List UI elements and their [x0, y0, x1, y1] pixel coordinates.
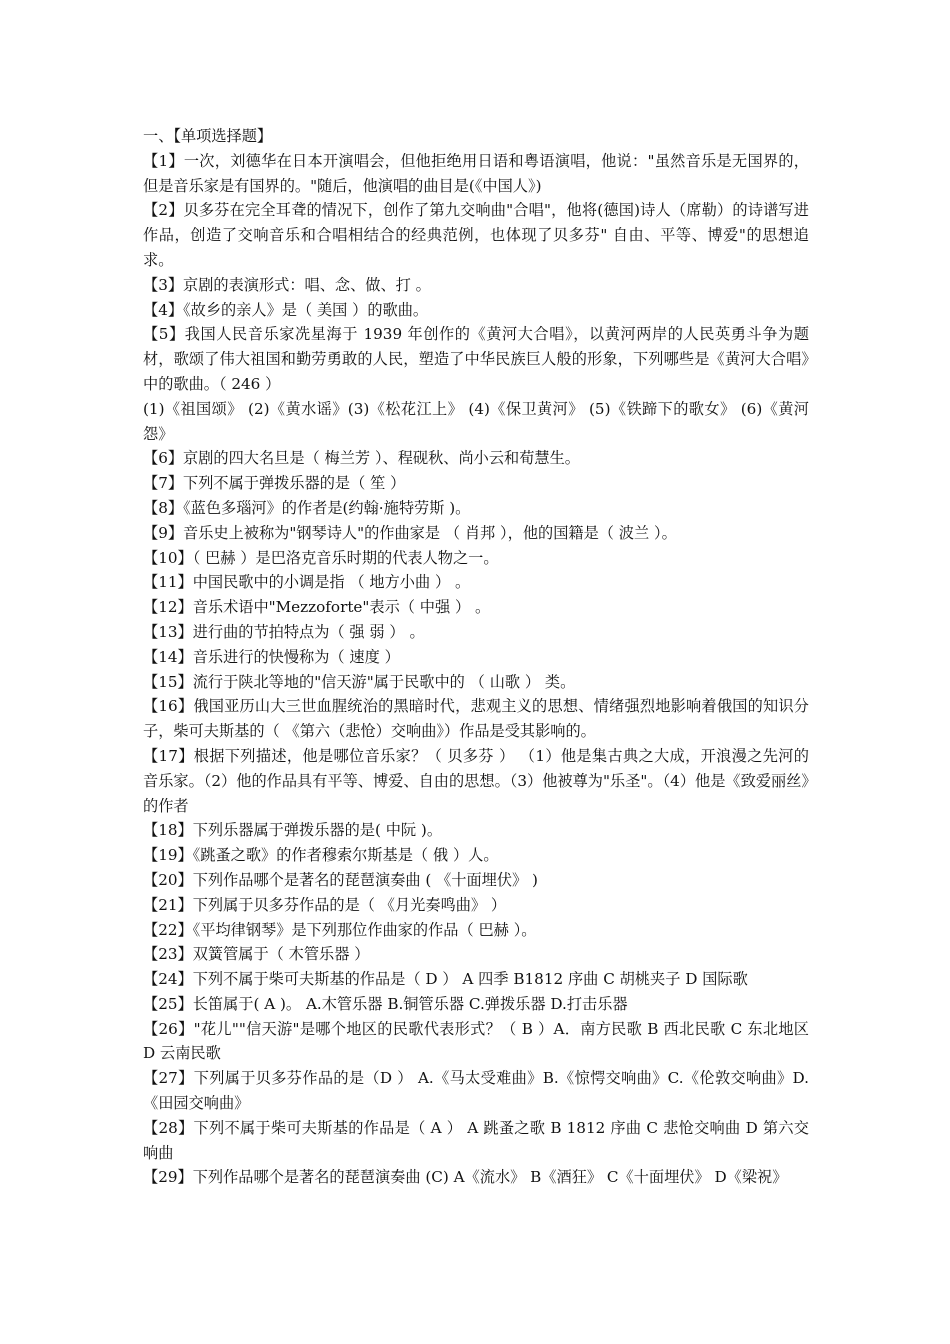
question-item: 【29】下列作品哪个是著名的琵琶演奏曲 (C) A《流水》 B《酒狂》 C《十面埋伏》 D《梁祝》	[143, 1168, 788, 1187]
question-item: 【27】下列属于贝多芬作品的是（D ） A.《马太受难曲》B.《惊愕交响曲》C.《伦敦交响曲》D.《田园交响曲》	[143, 1069, 809, 1113]
question-item: 【26】"花儿""信天游"是哪个地区的民歌代表形式？（ B ）A．南方民歌 B 西北民歌 C 东北地区 D 云南民歌	[143, 1019, 809, 1063]
question-item: 【16】俄国亚历山大三世血腥统治的黑暗时代，悲观主义的思想、情绪强烈地影响着俄国的知识分子，柴可夫斯基的（ 《第六（悲怆）交响曲》）作品是受其影响的。	[143, 697, 809, 741]
question-item: 【12】音乐术语中"Mezzoforte"表示（ 中强 ） 。	[143, 598, 491, 617]
question-item: 【5】我国人民音乐家冼星海于 1939 年创作的《黄河大合唱》，以黄河两岸的人民英勇斗争为题材，歌颂了伟大祖国和勤劳勇敢的人民，塑造了中华民族巨人般的形象，下列哪些是《黄河大合唱》中的歌曲。（ 246 ）	[143, 325, 809, 393]
question-item: 【25】长笛属于( A )。 A.木管乐器 B.铜管乐器 C.弹拨乐器 D.打击乐器	[143, 994, 628, 1013]
section-heading: 一、【单项选择题】	[143, 127, 273, 145]
question-item: 【6】京剧的四大名旦是（ 梅兰芳 ）、程砚秋、尚小云和荀慧生。	[143, 449, 580, 468]
question-item: 【13】进行曲的节拍特点为（ 强 弱 ） 。	[143, 622, 425, 641]
question-item: 【18】下列乐器属于弹拨乐器的是( 中阮 )。	[143, 821, 443, 840]
question-item: 【22】《平均律钢琴》是下列那位作曲家的作品（ 巴赫 ）。	[143, 920, 537, 939]
question-item: 【14】音乐进行的快慢称为（ 速度 ）	[143, 647, 400, 666]
question-item: 【23】双簧管属于（ 木管乐器 ）	[143, 945, 370, 964]
question-item: (1)《祖国颂》 (2)《黄水谣》(3)《松花江上》 (4)《保卫黄河》 (5)《铁蹄下的歌女》 (6)《黄河怨》	[143, 399, 809, 443]
question-item: 【4】《故乡的亲人》是（ 美国 ）的歌曲。	[143, 300, 429, 319]
question-item: 【24】下列不属于柴可夫斯基的作品是（ D ） A 四季 B1812 序曲 C 胡桃夹子 D 国际歌	[143, 970, 748, 989]
question-item: 【19】《跳蚤之歌》的作者穆索尔斯基是（ 俄 ）人。	[143, 846, 499, 865]
question-item: 【1】一次，刘德华在日本开演唱会，但他拒绝用日语和粤语演唱，他说："虽然音乐是无国界的，但是音乐家是有国界的。"随后，他演唱的曲目是(《中国人》)	[143, 151, 809, 195]
question-item: 【9】音乐史上被称为"钢琴诗人"的作曲家是 （ 肖邦 ），他的国籍是（ 波兰 ）。	[143, 523, 677, 542]
question-item: 【28】下列不属于柴可夫斯基的作品是（ A ） A 跳蚤之歌 B 1812 序曲 C 悲怆交响曲 D 第六交响曲	[143, 1118, 809, 1162]
question-item: 【21】下列属于贝多芬作品的是（ 《月光奏鸣曲》 ）	[143, 895, 507, 914]
question-item: 【10】（ 巴赫 ）是巴洛克音乐时期的代表人物之一。	[143, 548, 499, 567]
question-item: 【20】下列作品哪个是著名的琵琶演奏曲 ( 《十面埋伏》 )	[143, 870, 538, 889]
question-item: 【15】流行于陕北等地的"信天游"属于民歌中的 （ 山歌 ） 类。	[143, 672, 576, 691]
question-item: 【7】下列不属于弹拨乐器的是（ 笙 ）	[143, 474, 406, 493]
question-item: 【8】《蓝色多瑙河》的作者是(约翰·施特劳斯 )。	[143, 498, 471, 517]
question-item: 【17】根据下列描述，他是哪位音乐家？（ 贝多芬 ） （1）他是集古典之大成，开浪漫之先河的音乐家。（2）他的作品具有平等、博爱、自由的思想。（3）他被尊为"乐圣"。（4）他是《致爱丽丝》的作者	[143, 746, 809, 815]
document-body	[143, 124, 809, 1190]
question-item: 【3】京剧的表演形式：唱、念、做、打 。	[143, 275, 431, 294]
question-item: 【11】中国民歌中的小调是指 （ 地方小曲 ） 。	[143, 573, 471, 592]
question-list	[143, 149, 809, 1190]
question-item: 【2】贝多芬在完全耳聋的情况下，创作了第九交响曲"合唱"，他将(德国)诗人（席勒）的诗谱写进作品，创造了交响音乐和合唱相结合的经典范例，也体现了贝多芬" 自由、平等、博爱"的思想追求。	[143, 201, 809, 269]
